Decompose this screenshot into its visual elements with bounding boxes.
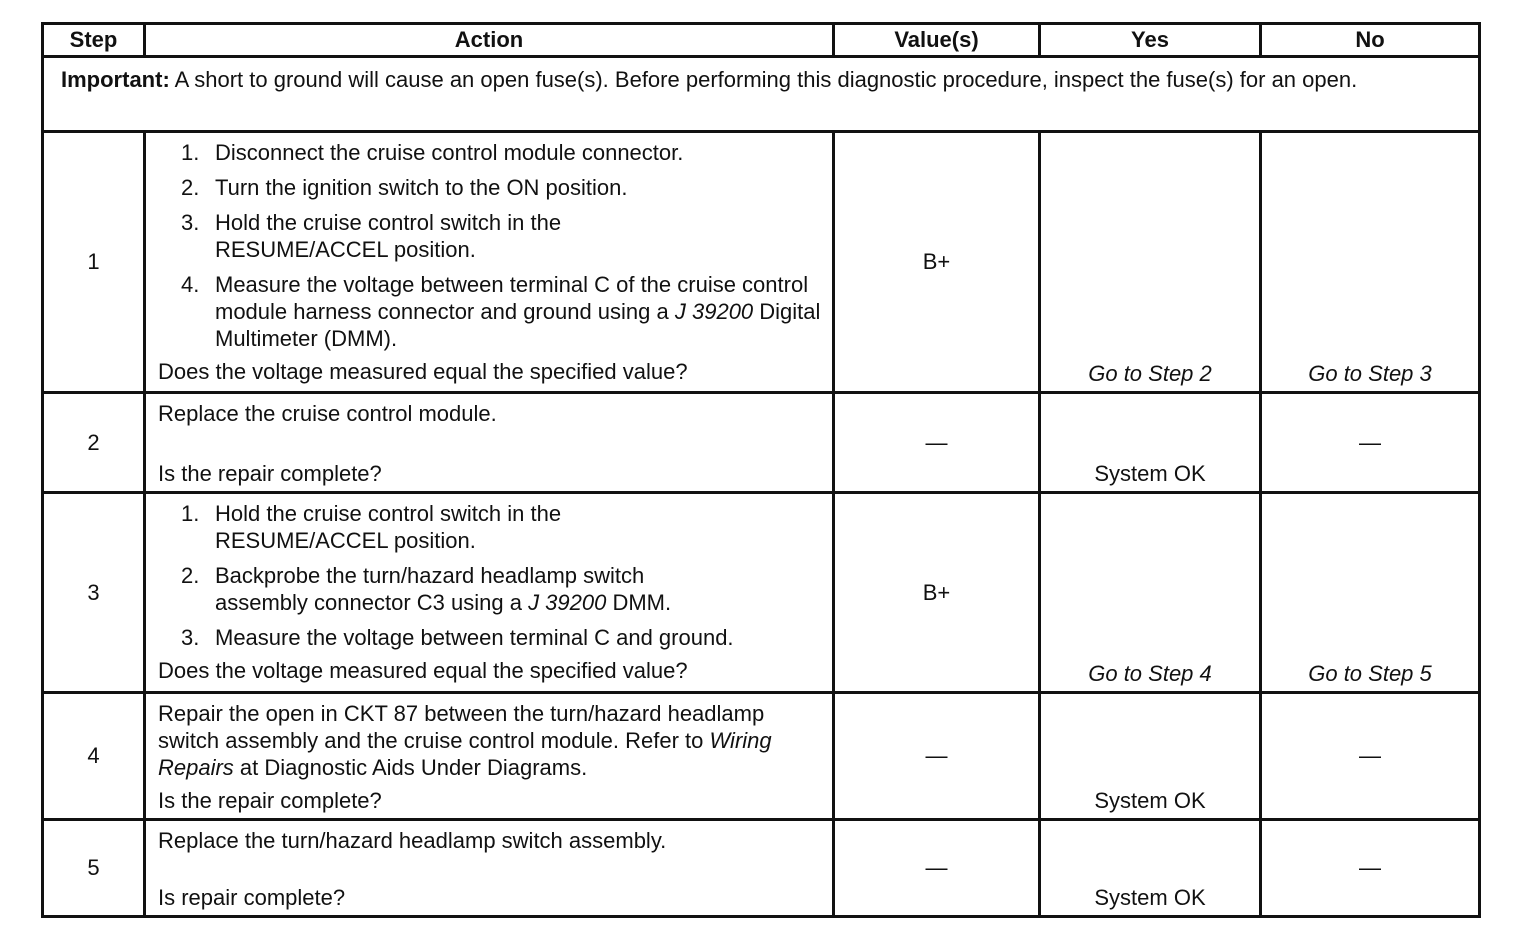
action-cell bbox=[145, 493, 834, 693]
action-list bbox=[158, 139, 826, 352]
list-item bbox=[181, 139, 826, 166]
yes-result: System OK bbox=[1094, 885, 1206, 910]
list-item bbox=[181, 271, 826, 352]
item-text: Hold the cruise control switch in the RESUME/ACCEL position. bbox=[215, 210, 562, 262]
question: Does the voltage measured equal the specified value? bbox=[158, 359, 688, 384]
action-list bbox=[158, 500, 826, 651]
no-result: — bbox=[1359, 429, 1381, 455]
step-number: 5 bbox=[43, 820, 145, 917]
yes-cell bbox=[1040, 393, 1261, 493]
list-item bbox=[181, 624, 826, 651]
header-no: No bbox=[1261, 24, 1480, 57]
question: Is repair complete? bbox=[158, 885, 346, 910]
no-result: Go to Step 5 bbox=[1308, 661, 1432, 686]
tool-reference: J 39200 bbox=[674, 299, 754, 324]
value-cell: — bbox=[834, 693, 1040, 820]
list-item bbox=[181, 500, 826, 554]
action-text bbox=[158, 700, 830, 781]
list-item bbox=[181, 174, 826, 201]
question: Is the repair complete? bbox=[158, 788, 382, 813]
yes-result: Go to Step 4 bbox=[1088, 661, 1212, 686]
header-step: Step bbox=[43, 24, 145, 57]
action-cell bbox=[145, 820, 834, 917]
tool-reference: J 39200 bbox=[528, 590, 607, 615]
value-cell: B+ bbox=[834, 493, 1040, 693]
no-cell bbox=[1261, 132, 1480, 393]
action-text: Replace the cruise control module. bbox=[158, 401, 497, 426]
step-number: 2 bbox=[43, 393, 145, 493]
no-cell bbox=[1261, 493, 1480, 693]
item-text: Measure the voltage between terminal C of the cruise control module harness connector and ground using a bbox=[215, 272, 809, 324]
action-cell bbox=[145, 132, 834, 393]
item-text: Hold the cruise control switch in the RESUME/ACCEL position. bbox=[215, 501, 562, 553]
important-label: Important: bbox=[61, 67, 170, 92]
yes-cell bbox=[1040, 820, 1261, 917]
value-cell: — bbox=[834, 820, 1040, 917]
item-number: 1. bbox=[181, 140, 200, 165]
header-yes: Yes bbox=[1040, 24, 1261, 57]
list-item bbox=[181, 562, 826, 616]
item-number: 3. bbox=[181, 625, 200, 650]
item-text: Turn the ignition switch to the ON position. bbox=[215, 175, 628, 200]
header-values: Value(s) bbox=[834, 24, 1040, 57]
yes-result: System OK bbox=[1094, 461, 1206, 486]
no-cell bbox=[1261, 693, 1480, 820]
yes-cell bbox=[1040, 132, 1261, 393]
item-text: Measure the voltage between terminal C and ground. bbox=[215, 625, 734, 650]
item-text: Disconnect the cruise control module connector. bbox=[215, 140, 684, 165]
important-text: A short to ground will cause an open fuse(s). Before performing this diagnostic procedure, inspect the fuse(s) for an open. bbox=[169, 67, 1358, 92]
no-result: — bbox=[1359, 855, 1381, 880]
table-row bbox=[43, 820, 1480, 917]
item-text: Digital Multimeter (DMM). bbox=[215, 299, 821, 351]
no-cell bbox=[1261, 393, 1480, 493]
item-number: 4. bbox=[181, 272, 200, 297]
table-row bbox=[43, 493, 1480, 693]
action-text-post: at Diagnostic Aids Under Diagrams. bbox=[233, 755, 588, 780]
table-row bbox=[43, 393, 1480, 493]
action-text-pre: Repair the open in CKT 87 between the turn/hazard headlamp switch assembly and the cruise control module. Refer to bbox=[158, 701, 765, 753]
item-text: Backprobe the turn/hazard headlamp switch assembly connector C3 using a bbox=[215, 563, 645, 615]
header-action: Action bbox=[145, 24, 834, 57]
action-cell bbox=[145, 693, 834, 820]
step-number: 3 bbox=[43, 493, 145, 693]
no-result: — bbox=[1359, 743, 1381, 768]
item-number: 3. bbox=[181, 210, 200, 235]
wiring-repairs-reference: Wiring Repairs bbox=[158, 728, 772, 780]
item-number: 2. bbox=[181, 563, 200, 588]
no-result: Go to Step 3 bbox=[1308, 361, 1432, 386]
value-cell: B+ bbox=[834, 132, 1040, 393]
yes-result: System OK bbox=[1094, 788, 1206, 813]
item-text: DMM. bbox=[606, 590, 672, 615]
important-note bbox=[43, 57, 1480, 132]
question: Is the repair complete? bbox=[158, 461, 382, 486]
question: Does the voltage measured equal the specified value? bbox=[158, 658, 688, 683]
item-number: 1. bbox=[181, 501, 200, 526]
no-cell bbox=[1261, 820, 1480, 917]
list-item bbox=[181, 209, 826, 263]
action-cell bbox=[145, 393, 834, 493]
value-cell: — bbox=[834, 393, 1040, 493]
yes-cell bbox=[1040, 493, 1261, 693]
item-number: 2. bbox=[181, 175, 200, 200]
table-row bbox=[43, 693, 1480, 820]
diagnostic-table bbox=[41, 22, 1481, 918]
yes-cell bbox=[1040, 693, 1261, 820]
header-row bbox=[43, 24, 1480, 57]
table-row bbox=[43, 132, 1480, 393]
step-number: 4 bbox=[43, 693, 145, 820]
step-number: 1 bbox=[43, 132, 145, 393]
action-text: Replace the turn/hazard headlamp switch assembly. bbox=[158, 828, 667, 853]
important-row bbox=[43, 57, 1480, 132]
yes-result: Go to Step 2 bbox=[1088, 361, 1212, 386]
